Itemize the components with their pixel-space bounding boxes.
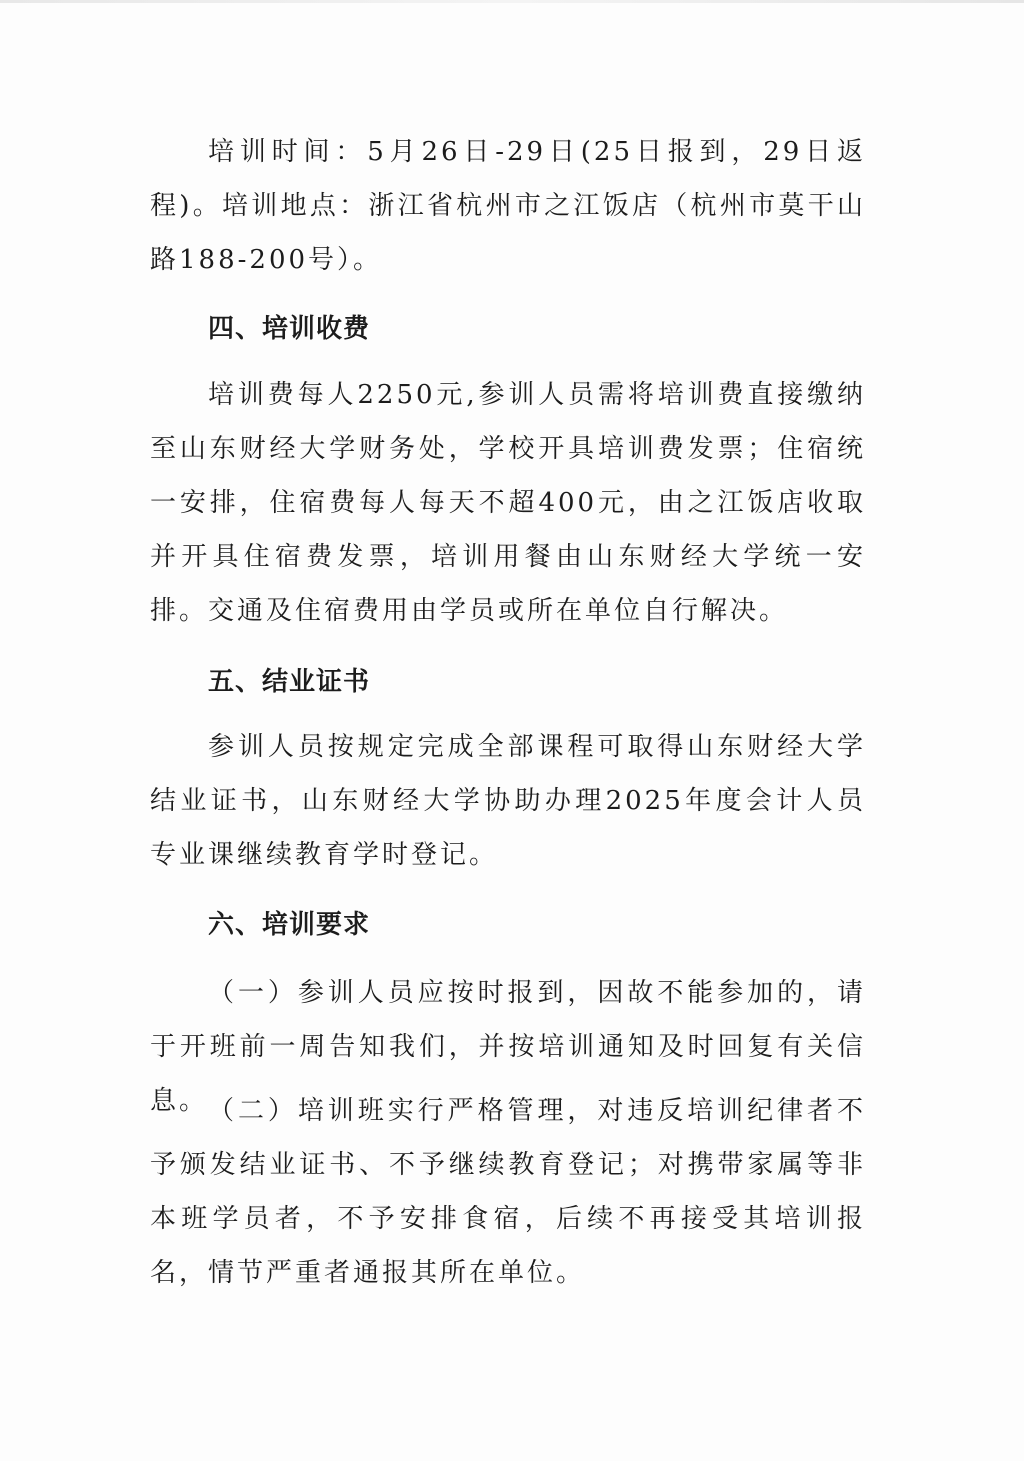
scan-edge — [0, 0, 1024, 3]
paragraph-requirement-2: （二）培训班实行严格管理，对违反培训纪律者不予颁发结业证书、不予继续教育登记；对携带家属等非本班学员者，不予安排食宿，后续不再接受其培训报名，情节严重者通报其所在单位。 — [150, 1096, 866, 1288]
paragraph-certificate: 参训人员按规定完成全部课程可取得山东财经大学结业证书，山东财经大学协助办理2025年度会计人员专业课继续教育学时登记。 — [150, 732, 866, 870]
paragraph-training-fee: 培训费每人2250元,参训人员需将培训费直接缴纳至山东财经大学财务处，学校开具培训费发票；住宿统一安排，住宿费每人每天不超400元，由之江饭店收取并开具住宿费发票，培训用餐由山东财经大学统一安排。交通及住宿费用由学员或所在单位自行解决。 — [150, 380, 866, 626]
heading-certificate: 五、结业证书 — [208, 667, 371, 697]
paragraph-time-location: 培训时间：5月26日-29日(25日报到，29日返程)。培训地点：浙江省杭州市之江饭店（杭州市莫干山路188-200号）。 — [150, 137, 866, 275]
heading-requirements: 六、培训要求 — [208, 910, 371, 940]
heading-training-fee: 四、培训收费 — [208, 314, 371, 344]
paragraph-requirement-1: （一）参训人员应按时报到，因故不能参加的，请于开班前一周告知我们，并按培训通知及时回复有关信息。 — [150, 978, 866, 1116]
